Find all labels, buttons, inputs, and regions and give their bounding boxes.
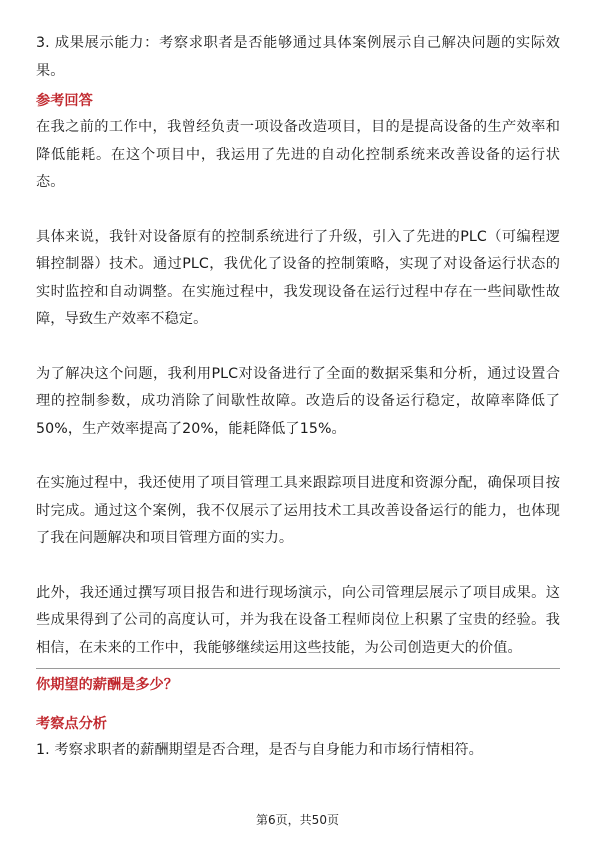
question-heading: 你期望的薪酬是多少？ xyxy=(36,677,178,693)
page-footer: 第6页，共50页 xyxy=(256,813,339,827)
answer-paragraph-1: 在我之前的工作中，我曾经负责一项设备改造项目，目的是提高设备的生产效率和降低能耗。在这个项目中，我运用了先进的自动化控制系统来改善设备的运行状态。 xyxy=(36,119,560,190)
paragraph-gap xyxy=(36,334,560,361)
section-divider xyxy=(36,668,560,669)
paragraph-gap xyxy=(36,197,560,224)
analysis-heading: 考察点分析 xyxy=(36,716,107,733)
paragraph-gap xyxy=(36,443,560,470)
paragraph-gap xyxy=(36,553,560,580)
answer-heading: 参考回答 xyxy=(36,93,93,109)
answer-paragraph-5: 此外，我还通过撰写项目报告和进行现场演示，向公司管理层展示了项目成果。这些成果得到了公司的高度认可，并为我在设备工程师岗位上积累了宝贵的经验。我相信，在未来的工作中，我能够继续运用这些技能，为公司创造更大的价值。 xyxy=(36,584,560,656)
answer-paragraph-3: 为了解决这个问题，我利用PLC对设备进行了全面的数据采集和分析，通过设置合理的控制参数，成功消除了间歇性故障。改造后的设备运行稳定，故障率降低了50%，生产效率提高了20%，能耗降低了15%。 xyxy=(36,365,560,437)
analysis-point-1: 1. 考察求职者的薪酬期望是否合理，是否与自身能力和市场行情相符。 xyxy=(36,742,483,759)
answer-paragraph-2: 具体来说，我针对设备原有的控制系统进行了升级，引入了先进的PLC（可编程逻辑控制器）技术。通过PLC，我优化了设备的控制策略，实现了对设备运行状态的实时监控和自动调整。在实施过程中，我发现设备在运行过程中存在一些间歇性故障，导致生产效率不稳定。 xyxy=(36,228,560,327)
page-content xyxy=(36,30,560,765)
point-3-text: 3. 成果展示能力：考察求职者是否能够通过具体案例展示自己解决问题的实际效果。 xyxy=(36,35,560,79)
answer-paragraph-4: 在实施过程中，我还使用了项目管理工具来跟踪项目进度和资源分配，确保项目按时完成。通过这个案例，我不仅展示了运用技术工具改善设备运行的能力，也体现了我在问题解决和项目管理方面的实力。 xyxy=(36,475,560,546)
